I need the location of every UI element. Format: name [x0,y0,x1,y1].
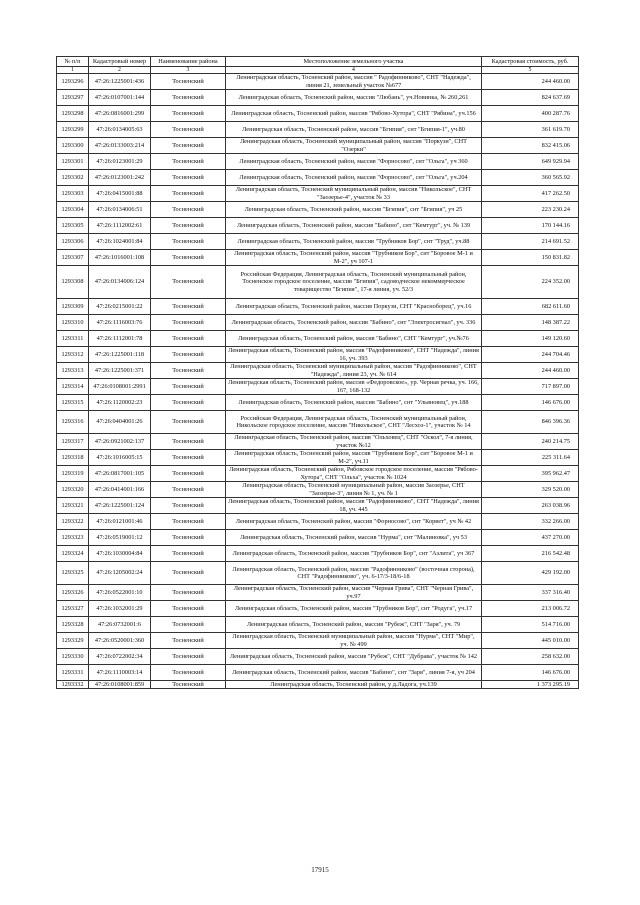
cadastral-cost: 258 632.00 [482,649,579,665]
cadastral-cost: 150 831.82 [482,250,579,266]
table-row [57,546,579,562]
land-cadastral-table [56,56,579,689]
location: Ленинградская область, Тосненский район, массив "Бабино", снт "Электросигнал", уч. 336 [226,315,482,331]
cadastral-number: 47:26:0732001:6 [89,617,151,633]
table-row [57,633,579,649]
location: Ленинградская область, Тосненский район, массив "Трубников Бор", снт "Труд", уч.88 [226,234,482,250]
district-name: Тосненский [151,138,226,154]
table-row [57,347,579,363]
district-name: Тосненский [151,450,226,466]
location: Ленинградская область, Тосненский муниципальный район, массив "Никольское", СНТ "Заозерье-4", участок № 33 [226,186,482,202]
district-name: Тосненский [151,649,226,665]
cadastral-cost: 682 611.60 [482,299,579,315]
table-row [57,498,579,514]
cadastral-number: 47:26:0133003:214 [89,138,151,154]
row-number: 1293329 [57,633,89,649]
cadastral-number: 47:26:0108001:2991 [89,379,151,395]
cadastral-number: 47:26:1110003:14 [89,665,151,681]
column-number: 3 [151,67,226,74]
table-row [57,434,579,450]
location: Ленинградская область, Тосненский район, массив Поркузи, СНТ "Красноборец", уч.16 [226,299,482,315]
district-name: Тосненский [151,363,226,379]
row-number: 1293300 [57,138,89,154]
cadastral-number: 47:26:0108001:859 [89,681,151,689]
district-name: Тосненский [151,122,226,138]
district-name: Тосненский [151,434,226,450]
district-name: Тосненский [151,617,226,633]
district-name: Тосненский [151,186,226,202]
cadastral-number: 47:26:1116003:76 [89,315,151,331]
cadastral-cost: 649 929.94 [482,154,579,170]
cadastral-cost: 224 352.00 [482,266,579,299]
location: Ленинградская область, Тосненский район, массив "Форносово", снт "Корвет", уч № 42 [226,514,482,530]
row-number: 1293324 [57,546,89,562]
cadastral-number: 47:26:0404001:26 [89,411,151,434]
location: Российская Федерация, Ленинградская область, Тосненский муниципальный район, Никольское городское поселение, массив "Никольское", СНТ "Лесхоз-1", участок № 14 [226,411,482,434]
location: Ленинградская область, Тосненский район, массив "Трубников Бор", снт "Боровое М-1 и М-2", уч.11 [226,450,482,466]
cadastral-number: 47:26:0134006:124 [89,266,151,299]
district-name: Тосненский [151,154,226,170]
cadastral-number: 47:26:0134006:51 [89,202,151,218]
row-number: 1293322 [57,514,89,530]
district-name: Тосненский [151,633,226,649]
cadastral-number: 47:26:1016001:108 [89,250,151,266]
cadastral-cost: 244 704.46 [482,347,579,363]
district-name: Тосненский [151,202,226,218]
table-row [57,266,579,299]
row-number: 1293298 [57,106,89,122]
cadastral-cost: 832 415.06 [482,138,579,154]
table-row [57,665,579,681]
table-row [57,617,579,633]
table-row [57,138,579,154]
row-number: 1293301 [57,154,89,170]
cadastral-cost: 170 144.16 [482,218,579,234]
location: Ленинградская область, Тосненский район, массив "Радофинниково", СНТ "Надежда", линия 18, уч. 445 [226,498,482,514]
table-row [57,482,579,498]
cadastral-number: 47:26:0123001:242 [89,170,151,186]
row-number: 1293320 [57,482,89,498]
cadastral-cost: 213 006.72 [482,601,579,617]
location: Ленинградская область, Тосненский район, массив "Бгипия", снт "Бгипия", уч 25 [226,202,482,218]
table-row [57,315,579,331]
table-row [57,234,579,250]
row-number: 1293303 [57,186,89,202]
page-number: 17915 [311,866,329,874]
district-name: Тосненский [151,299,226,315]
row-number: 1293314 [57,379,89,395]
row-number: 1293313 [57,363,89,379]
row-number: 1293312 [57,347,89,363]
cadastral-cost: 148 387.22 [482,315,579,331]
cadastral-cost: 395 962.47 [482,466,579,482]
cadastral-cost: 400 287.76 [482,106,579,122]
cadastral-cost: 244 460.00 [482,363,579,379]
table-row [57,331,579,347]
location: Ленинградская область, Тосненский район, у д.Ладога, уч.139 [226,681,482,689]
table-row [57,649,579,665]
table-row [57,585,579,601]
district-name: Тосненский [151,170,226,186]
column-number: 4 [226,67,482,74]
row-number: 1293330 [57,649,89,665]
cadastral-cost: 717 897.00 [482,379,579,395]
cadastral-number: 47:26:1024001:84 [89,234,151,250]
location: Ленинградская область, Тосненский район, массив "Рубеж", СНТ "Дубрава", участок № 142 [226,649,482,665]
cadastral-cost: 437 270.00 [482,530,579,546]
location: Ленинградская область, Тосненский район, массив "Рубеж", СНТ "Заря", уч. 79 [226,617,482,633]
cadastral-number: 47:26:0817001:105 [89,466,151,482]
table-row [57,411,579,434]
location: Ленинградская область, Тосненский муниципальный район, массив "Радофинниково", СНТ "Надежда", линия 23, уч. № 614 [226,363,482,379]
cadastral-cost: 361 619.70 [482,122,579,138]
cadastral-cost: 846 396.36 [482,411,579,434]
district-name: Тосненский [151,395,226,411]
row-number: 1293317 [57,434,89,450]
cadastral-cost: 329 520.00 [482,482,579,498]
cadastral-number: 47:26:0123001:29 [89,154,151,170]
row-number: 1293315 [57,395,89,411]
cadastral-cost: 216 542.48 [482,546,579,562]
row-number: 1293323 [57,530,89,546]
cadastral-number: 47:26:1120002:23 [89,395,151,411]
cadastral-cost: 1 373 295.19 [482,681,579,689]
cadastral-number: 47:26:0107001:144 [89,90,151,106]
table-row [57,106,579,122]
cadastral-number: 47:26:1030004:84 [89,546,151,562]
district-name: Тосненский [151,315,226,331]
table-row [57,299,579,315]
location: Ленинградская область, Тосненский район, массив "Трубников Бор", снт "Аэлита", уч 367 [226,546,482,562]
location: Ленинградская область, Тосненский район, массив "Форносово", снт "Ольга", уч.204 [226,170,482,186]
district-name: Тосненский [151,411,226,434]
cadastral-cost: 337 316.40 [482,585,579,601]
table-row [57,90,579,106]
district-name: Тосненский [151,234,226,250]
location: Ленинградская область, Тосненский район, массив " Радофинниково", СНТ "Надежда", линия 21, земельный участок №677 [226,74,482,90]
location: Ленинградская область, Тосненский район, массив "Трубников Бор", снт "Боровое М-1 и М-2", уч 107-1 [226,250,482,266]
location: Ленинградская область, Тосненский район, массив "Бабино", СНТ "Кемтург", уч.№76 [226,331,482,347]
district-name: Тосненский [151,601,226,617]
cadastral-number: 47:26:1225001:436 [89,74,151,90]
district-name: Тосненский [151,106,226,122]
row-number: 1293332 [57,681,89,689]
cadastral-number: 47:26:1225001:118 [89,347,151,363]
district-name: Тосненский [151,250,226,266]
cadastral-number: 47:26:0215001:22 [89,299,151,315]
location: Ленинградская область, Тосненский район, массив "Любань", уч.Новинка, № 260,261 [226,90,482,106]
header-district: Наименование района [151,57,226,67]
row-number: 1293296 [57,74,89,90]
row-number: 1293305 [57,218,89,234]
header-cost: Кадастровая стоимость, руб. [482,57,579,67]
location: Ленинградская область, Тосненский муниципальный район, массив Заозерье, СНТ "Заозерье-3", линия № 1, уч. № 1 [226,482,482,498]
location: Ленинградская область, Тосненский район, массив "Черная Грива", СНТ "Черная Грива", уч.97 [226,585,482,601]
location: Ленинградская область, Тосненский район, массив "Ольховец", СНТ "Оскол", 7-я линия, участок №12 [226,434,482,450]
row-number: 1293326 [57,585,89,601]
row-number: 1293311 [57,331,89,347]
district-name: Тосненский [151,466,226,482]
table-row [57,186,579,202]
table-row [57,601,579,617]
table-row [57,562,579,585]
cadastral-number: 47:26:0522001:10 [89,585,151,601]
cadastral-cost: 360 565.92 [482,170,579,186]
table-row [57,530,579,546]
cadastral-number: 47:26:1032001:29 [89,601,151,617]
table-row [57,170,579,186]
row-number: 1293316 [57,411,89,434]
row-number: 1293318 [57,450,89,466]
row-number: 1293302 [57,170,89,186]
table-row [57,681,579,689]
cadastral-cost: 514 716.00 [482,617,579,633]
table-row [57,466,579,482]
row-number: 1293325 [57,562,89,585]
cadastral-cost: 445 010.00 [482,633,579,649]
cadastral-cost: 146 676.00 [482,665,579,681]
district-name: Тосненский [151,90,226,106]
location: Ленинградская область, Тосненский муниципальный район, массив "Нурма", СНТ "Мир", уч. № 499 [226,633,482,649]
row-number: 1293299 [57,122,89,138]
cadastral-number: 47:26:0121001:46 [89,514,151,530]
cadastral-cost: 240 214.75 [482,434,579,450]
header-location: Местоположение земельного участка [226,57,482,67]
cadastral-number: 47:26:0134005:63 [89,122,151,138]
table-row [57,514,579,530]
cadastral-number: 47:26:1112001:78 [89,331,151,347]
table-row [57,363,579,379]
cadastral-number: 47:26:1225001:371 [89,363,151,379]
cadastral-number: 47:26:1112002:61 [89,218,151,234]
cadastral-cost: 225 311.64 [482,450,579,466]
cadastral-number: 47:26:0519001:12 [89,530,151,546]
cadastral-cost: 244 460.00 [482,74,579,90]
location: Ленинградская область, Тосненский район, массив "Бабино", снт "Кемтург", уч. № 139 [226,218,482,234]
table-row [57,218,579,234]
district-name: Тосненский [151,482,226,498]
district-name: Тосненский [151,498,226,514]
row-number: 1293328 [57,617,89,633]
location: Ленинградская область, Тосненский район, массив "Бабино", снт "Заря", линия 7-я, уч 204 [226,665,482,681]
cadastral-cost: 223 230.24 [482,202,579,218]
cadastral-number: 47:26:0414001:166 [89,482,151,498]
row-number: 1293331 [57,665,89,681]
location: Ленинградская область, Тосненский район, массив "Бабино", снт "Ульяновец", уч.188 [226,395,482,411]
cadastral-number: 47:26:0816001:299 [89,106,151,122]
district-name: Тосненский [151,331,226,347]
district-name: Тосненский [151,546,226,562]
row-number: 1293304 [57,202,89,218]
document-page [56,56,578,689]
location: Ленинградская область, Тосненский район, массив "Бгипия", снт "Бгипия-1", уч.80 [226,122,482,138]
cadastral-cost: 417 262.50 [482,186,579,202]
district-name: Тосненский [151,74,226,90]
column-number: 1 [57,67,89,74]
district-name: Тосненский [151,379,226,395]
location: Ленинградская область, Тосненский район, массив "Радофинниково", СНТ "Надежда", линия 16, уч. 393 [226,347,482,363]
location: Ленинградская область, Тосненский район, Рябовское городское поселение, массив "Рябово-Хутора", СНТ "Ольха", участок № 1024 [226,466,482,482]
row-number: 1293327 [57,601,89,617]
location: Ленинградская область, Тосненский район, массив "Форносово", снт "Ольга", уч 360 [226,154,482,170]
cadastral-cost: 214 691.52 [482,234,579,250]
table-header-row [57,57,579,67]
cadastral-number: 47:26:0921002:137 [89,434,151,450]
row-number: 1293319 [57,466,89,482]
row-number: 1293308 [57,266,89,299]
column-number: 2 [89,67,151,74]
column-number: 5 [482,67,579,74]
cadastral-number: 47:26:0520001:360 [89,633,151,649]
district-name: Тосненский [151,266,226,299]
cadastral-cost: 429 192.00 [482,562,579,585]
header-number: № п/п [57,57,89,67]
table-row [57,379,579,395]
location: Ленинградская область, Тосненский муниципальный район, массив "Поркузи", СНТ "Озерки" [226,138,482,154]
district-name: Тосненский [151,562,226,585]
row-number: 1293307 [57,250,89,266]
row-number: 1293310 [57,315,89,331]
cadastral-number: 47:26:1225001:124 [89,498,151,514]
district-name: Тосненский [151,585,226,601]
row-number: 1293297 [57,90,89,106]
district-name: Тосненский [151,681,226,689]
district-name: Тосненский [151,218,226,234]
table-row [57,154,579,170]
cadastral-number: 47:26:1205002:24 [89,562,151,585]
cadastral-cost: 332 266.00 [482,514,579,530]
row-number: 1293321 [57,498,89,514]
location: Ленинградская область, Тосненский район, массив "Рябово-Хутора", СНТ "Рябина", уч.156 [226,106,482,122]
row-number: 1293306 [57,234,89,250]
table-row [57,202,579,218]
location: Российская Федерация, Ленинградская область, Тосненский муниципальный район, Тосненское городское поселение, массив "Бгипия", садоводческое некоммерческое товарищество "Бгипия", 17-я линия, уч. 52/3 [226,266,482,299]
location: Ленинградская область, Тосненский район, массив "Нурма", снт "Малиновка", уч 53 [226,530,482,546]
cadastral-number: 47:26:1016005:15 [89,450,151,466]
table-row [57,250,579,266]
cadastral-cost: 146 676.00 [482,395,579,411]
district-name: Тосненский [151,665,226,681]
column-number-row [57,67,579,74]
district-name: Тосненский [151,514,226,530]
table-row [57,450,579,466]
table-row [57,395,579,411]
district-name: Тосненский [151,530,226,546]
cadastral-cost: 263 038.96 [482,498,579,514]
cadastral-cost: 824 637.69 [482,90,579,106]
row-number: 1293309 [57,299,89,315]
location: Ленинградская область, Тосненский район, массив "Трубников Бор", снт "Родуга", уч.17 [226,601,482,617]
cadastral-number: 47:26:0415001:88 [89,186,151,202]
cadastral-number: 47:26:0722002:34 [89,649,151,665]
table-row [57,122,579,138]
header-cadastral-number: Кадастровый номер [89,57,151,67]
location: Ленинградская область, Тосненский район, массив «Федоровское», ур. Черная речка, уч. 166, 167, 168-132 [226,379,482,395]
district-name: Тосненский [151,347,226,363]
table-row [57,74,579,90]
location: Ленинградская область, Тосненский район, массив "Радофинниково" (восточная сторона), СНТ "Радофинниково", уч. 6-17/3-18/6-18 [226,562,482,585]
cadastral-cost: 149 120.60 [482,331,579,347]
